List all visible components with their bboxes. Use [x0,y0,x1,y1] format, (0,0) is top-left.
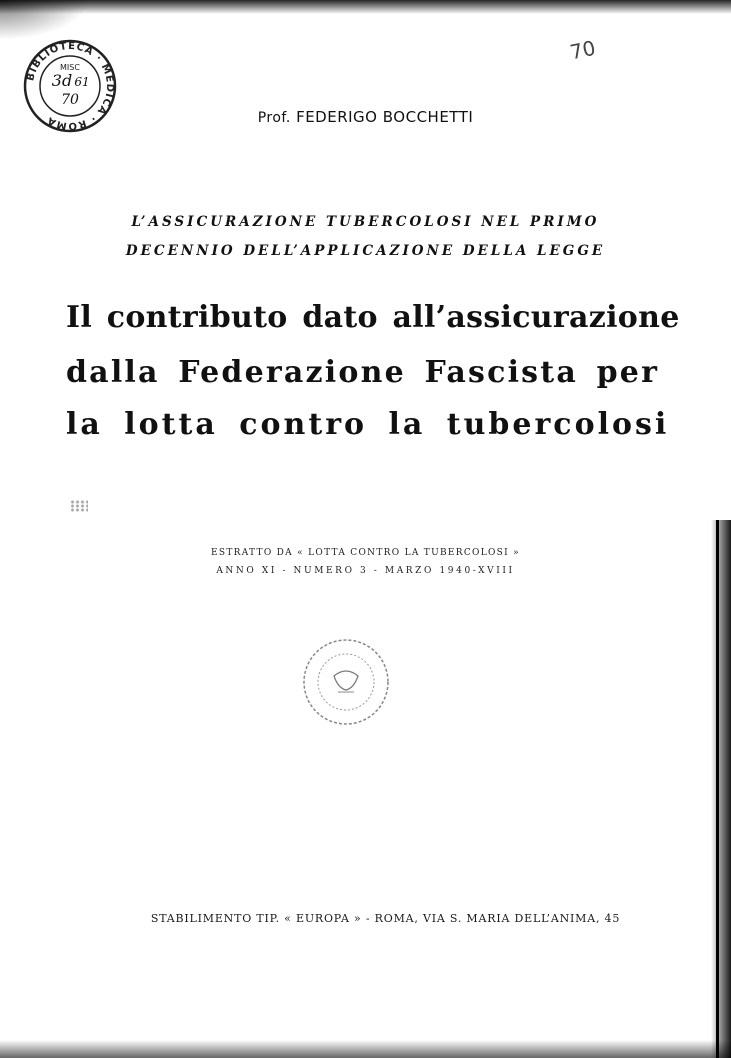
faint-round-stamp [300,636,392,728]
extract-issue: ANNO XI - NUMERO 3 - MARZO 1940-XVIII [216,566,515,576]
pencil-mark: 70 [567,35,598,65]
subtitle-line-1: L’ASSICURAZIONE TUBERCOLOSI NEL PRIMO [131,214,600,230]
scan-speck [70,500,88,512]
library-stamp-shelfmark: MISC [60,63,80,72]
library-stamp-handwriting-2: 61 [74,75,90,89]
author-prefix: Prof. [257,110,291,126]
faint-round-stamp-seal [300,636,392,728]
library-stamp-ring-text: BIBLIOTECA · MEDICA · ROMA [25,40,116,132]
printer-imprint: STABILIMENTO TIP. « EUROPA » - ROMA, VIA S. MARIA DELL’ANIMA, 45 [150,912,621,925]
author-line [0,108,731,126]
library-stamp-handwriting-3: 70 [61,92,79,108]
title-line-1: Il contributo dato all’assicurazione [66,300,680,335]
scan-edge-right-line [716,520,719,1058]
author-name: FEDERIGO BOCCHETTI [296,108,474,126]
scan-edge-top [0,0,731,14]
extract-source: ESTRATTO DA « LOTTA CONTRO LA TUBERCOLOSI » [211,548,520,558]
subtitle-line-2: DECENNIO DELL’APPLICAZIONE DELLA LEGGE [125,243,606,259]
scan-edge-right [711,520,731,1058]
title-line-3: la lotta contro la tubercolosi [66,407,670,442]
scan-shadow-corner [0,0,90,40]
title-line-2: dalla Federazione Fascista per [66,355,660,390]
scan-edge-bottom [0,1040,731,1058]
library-stamp-handwriting-1: 3d [51,71,73,90]
